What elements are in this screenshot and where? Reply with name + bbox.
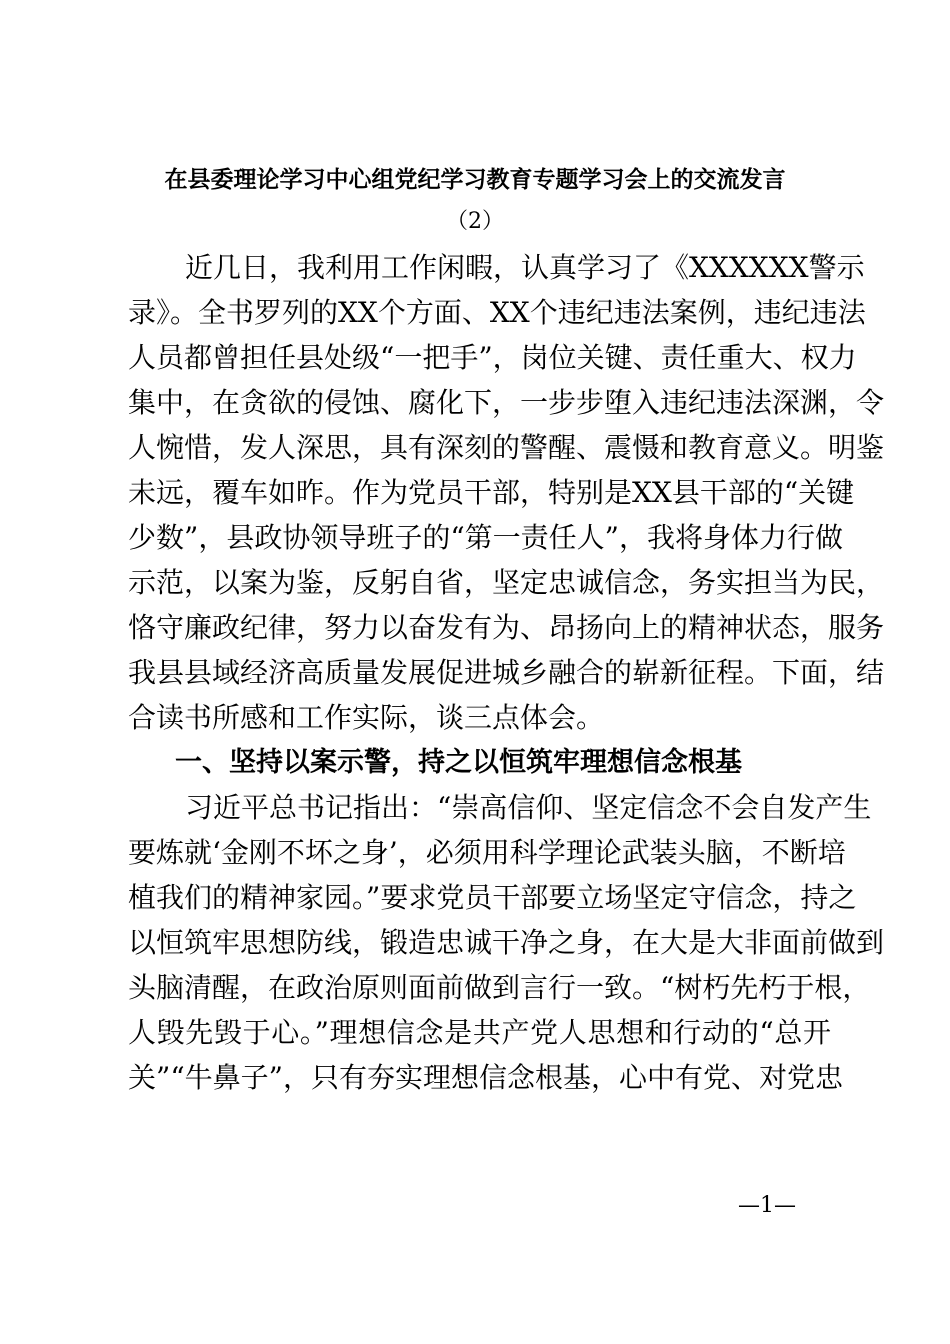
paragraph-line: 录》。全书罗列的XX个方面、XX个违纪违法案例，违纪违法 (128, 296, 866, 329)
page-number: —1— (738, 1193, 796, 1218)
paragraph-line: 示范，以案为鉴，反躬自省，坚定忠诚信念，务实担当为民， (128, 566, 885, 599)
document-body (128, 245, 885, 1100)
paragraph-line: 关”“牛鼻子”，只有夯实理想信念根基，心中有党、对党忠 (128, 1061, 843, 1094)
paragraph-line: 习近平总书记指出：“崇高信仰、坚定信念不会自发产生 (185, 791, 872, 824)
paragraph-line: 少数”，县政协领导班子的“第一责任人”，我将身体力行做 (128, 521, 843, 554)
paragraph-line: 要炼就‘金刚不坏之身’，必须用科学理论武装头脑，不断培 (128, 836, 846, 869)
paragraph-line: 近几日，我利用工作闲暇，认真学习了《XXXXXX警示 (185, 251, 865, 284)
paragraph-line: 人毁先毁于心。”理想信念是共产党人思想和行动的“总开 (128, 1016, 831, 1049)
paragraph-line: 头脑清醒，在政治原则面前做到言行一致。“树朽先朽于根， (128, 971, 871, 1004)
paragraph-line: 植我们的精神家园。”要求党员干部要立场坚定守信念，持之 (128, 881, 857, 914)
paragraph-line: 未远，覆车如昨。作为党员干部，特别是XX县干部的“关键 (128, 476, 855, 509)
paragraph-line: 恪守廉政纪律，努力以奋发有为、昂扬向上的精神状态，服务 (128, 611, 885, 644)
document-title: 在县委理论学习中心组党纪学习教育专题学习会上的交流发言 (164, 166, 786, 193)
paragraph-line: 集中，在贪欲的侵蚀、腐化下，一步步堕入违纪违法深渊，令 (128, 386, 885, 419)
paragraph-line: 合读书所感和工作实际，谈三点体会。 (128, 701, 605, 734)
paragraph-line: 我县县域经济高质量发展促进城乡融合的崭新征程。下面，结 (128, 656, 885, 689)
paragraph-line: 人员都曾担任县处级“一把手”，岗位关键、责任重大、权力 (128, 341, 857, 374)
paragraph-line: 以恒筑牢思想防线，锻造忠诚干净之身，在大是大非面前做到 (128, 926, 885, 959)
section-heading: 一、坚持以案示警，持之以恒筑牢理想信念根基 (175, 747, 742, 778)
document-subtitle: （2） (446, 209, 504, 234)
paragraph-line: 人惋惜，发人深思，具有深刻的警醒、震慑和教育意义。明鉴 (128, 431, 885, 464)
